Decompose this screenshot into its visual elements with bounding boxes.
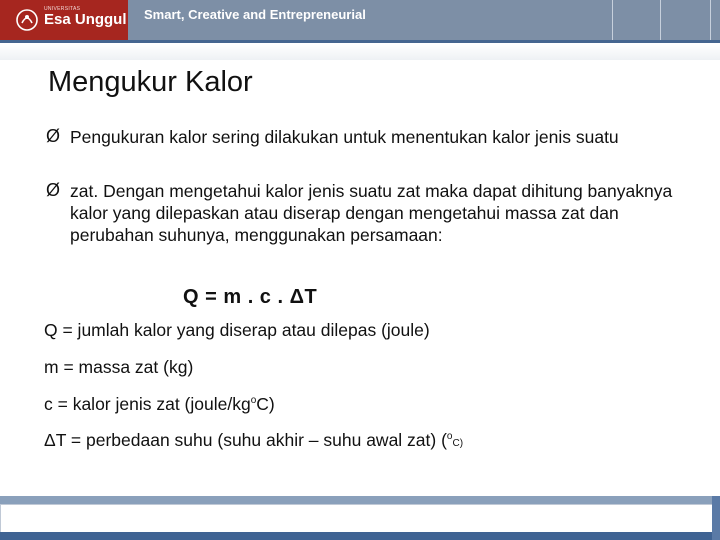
degree-symbol: o bbox=[446, 431, 453, 443]
bullet-arrow-icon: Ø bbox=[46, 180, 61, 200]
bullet-text-2: zat. Dengan mengetahui kalor jenis suatu zat maka dapat dihitung banyaknya kalor yang dilepaskan atau diserap dengan mengetahui massa zat dan perubahan suhunya, menggunakan persamaan: bbox=[70, 181, 673, 245]
banner-tagline: Smart, Creative and Entrepreneurial bbox=[144, 7, 366, 22]
slide-title: Mengukur Kalor bbox=[48, 66, 253, 98]
frame-shade bbox=[0, 44, 720, 60]
bullet-arrow-icon: Ø bbox=[46, 126, 61, 146]
formula: Q = m . c . ΔT bbox=[183, 286, 318, 308]
degree-symbol: o bbox=[250, 395, 257, 407]
banner-divider bbox=[660, 0, 661, 40]
banner-underline bbox=[0, 40, 720, 43]
bottom-right-bar bbox=[712, 496, 720, 540]
definition-dt-prefix: ΔT = perbedaan suhu (suhu akhir – suhu awal zat) ( bbox=[44, 430, 447, 450]
logo-block bbox=[0, 0, 128, 40]
definition-q: Q = jumlah kalor yang diserap atau dilepas (joule) bbox=[44, 320, 430, 340]
top-banner bbox=[0, 0, 720, 40]
banner-divider bbox=[710, 0, 711, 40]
bullet-text-1: Pengukuran kalor sering dilakukan untuk menentukan kalor jenis suatu bbox=[70, 127, 619, 147]
definition-c-suffix: C) bbox=[256, 394, 275, 414]
definition-delta-t bbox=[44, 430, 463, 451]
definition-c bbox=[44, 394, 275, 415]
logo-small-text: UNIVERSITAS bbox=[44, 6, 81, 12]
definition-m: m = massa zat (kg) bbox=[44, 357, 194, 377]
esa-unggul-logo-icon bbox=[16, 9, 38, 31]
definition-c-prefix: c = kalor jenis zat (joule/kg bbox=[44, 394, 251, 414]
logo-text: Esa Unggul bbox=[44, 11, 127, 28]
definition-dt-suffix: C) bbox=[452, 438, 464, 449]
bottom-stripe bbox=[0, 532, 720, 540]
bottom-inner-panel bbox=[0, 504, 714, 534]
banner-divider bbox=[612, 0, 613, 40]
